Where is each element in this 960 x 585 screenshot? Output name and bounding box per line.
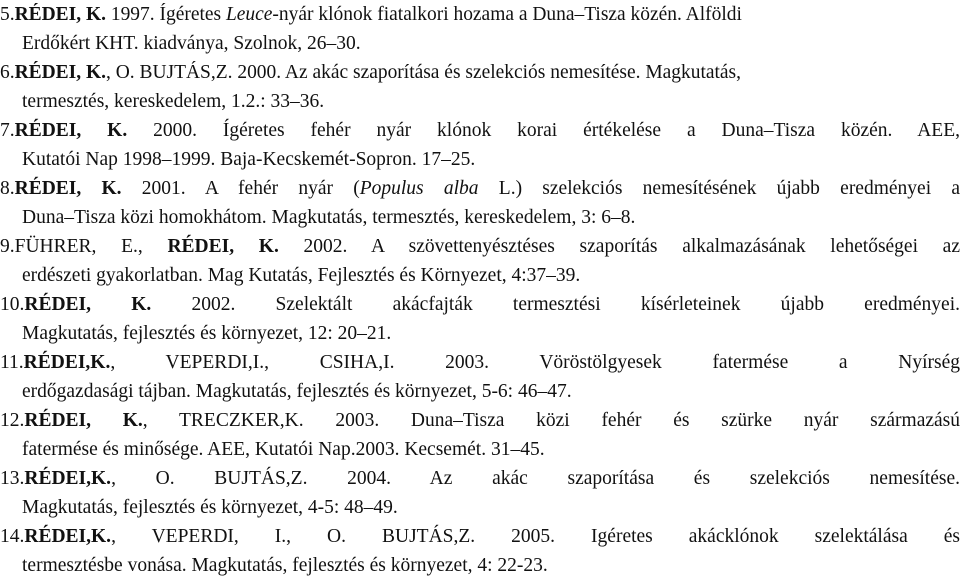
reference-number: 6.: [0, 62, 15, 83]
species-name-italic: Leuce: [225, 4, 273, 25]
reference-number: 11.: [0, 352, 24, 373]
reference-number: 5.: [0, 4, 15, 25]
author-name-bold: RÉDEI, K.: [14, 4, 106, 25]
reference-continuation-line: [22, 207, 960, 237]
author-name-bold: RÉDEI,K.: [24, 526, 112, 547]
reference-continuation-line: [22, 555, 960, 585]
reference-first-line: [0, 4, 958, 34]
reference-first-line: [0, 62, 958, 92]
reference-continuation-line: [22, 149, 960, 179]
reference-text: erdőgazdasági tájban. Magkutatás, fejlesztés és környezet, 5-6: 46–47.: [22, 381, 572, 402]
reference-text: 2001. A fehér nyár (: [121, 178, 360, 199]
reference-text: 2002. Szelektált akácfajták termesztési kísérleteinek újabb eredményei.: [151, 294, 960, 315]
reference-text: termesztésbe vonása. Magkutatás, fejlesztés és környezet, 4: 22-23.: [22, 555, 548, 576]
reference-text: termesztés, kereskedelem, 1.2.: 33–36.: [22, 91, 325, 112]
author-name-bold: RÉDEI, K.: [24, 294, 152, 315]
reference-text: Magkutatás, fejlesztés és környezet, 4-5: 48–49.: [22, 497, 398, 518]
reference-text: 2002. A szövettenyésztéses szaporítás alkalmazásának lehetőségei az: [278, 236, 960, 257]
reference-text: , O. BUJTÁS,Z. 2004. Az akác szaporítása és szelekciós nemesítése.: [111, 468, 960, 489]
author-name-bold: RÉDEI, K.: [14, 120, 128, 141]
reference-continuation-line: [22, 439, 960, 469]
reference-text: , VEPERDI, I., O. BUJTÁS,Z. 2005. Igéretes akácklónok szelektálása és: [111, 526, 960, 547]
reference-number: 7.: [0, 120, 15, 141]
reference-first-line: [0, 294, 960, 324]
reference-text: Magkutatás, fejlesztés és környezet, 12: 20–21.: [22, 323, 392, 344]
reference-continuation-line: [22, 381, 960, 411]
reference-first-line: [0, 410, 960, 440]
reference-text: , O. BUJTÁS,Z. 2000. Az akác szaporítása és szelekciós nemesítése. Magkutatás,: [105, 62, 741, 83]
reference-number: 14.: [0, 526, 25, 547]
reference-text: Kutatói Nap 1998–1999. Baja-Kecskemét-Sopron. 17–25.: [22, 149, 476, 170]
reference-first-line: [0, 236, 960, 266]
reference-continuation-line: [22, 265, 960, 295]
reference-continuation-line: [22, 497, 960, 527]
reference-number: 9.: [0, 236, 15, 257]
reference-continuation-line: [22, 323, 960, 353]
reference-number: 10.: [0, 294, 25, 315]
author-name-bold: RÉDEI,K.: [23, 352, 111, 373]
reference-text: -nyár klónok fiatalkori hozama a Duna–Tisza közén. Alföldi: [272, 4, 742, 25]
reference-text: Duna–Tisza közi homokhátom. Magkutatás, termesztés, kereskedelem, 3: 6–8.: [22, 207, 636, 228]
author-name-bold: RÉDEI, K.: [14, 178, 122, 199]
reference-first-line: [0, 526, 960, 556]
reference-text: fatermése és minősége. AEE, Kutatói Nap.2003. Kecsemét. 31–45.: [22, 439, 545, 460]
reference-continuation-line: [22, 91, 960, 121]
reference-text: erdészeti gyakorlatban. Mag Kutatás, Fejlesztés és Környezet, 4:37–39.: [22, 265, 581, 286]
reference-text: 2000. Ígéretes fehér nyár klónok korai értékelése a Duna–Tisza közén. AEE,: [127, 120, 960, 141]
reference-number: 8.: [0, 178, 15, 199]
reference-first-line: [0, 120, 960, 150]
reference-text: L.) szelekciós nemesítésének újabb eredményei a: [478, 178, 960, 199]
reference-first-line: [0, 468, 960, 498]
author-name-bold: RÉDEI, K.: [24, 410, 143, 431]
author-name-bold: RÉDEI, K.: [14, 62, 106, 83]
reference-text: , VEPERDI,I., CSIHA,I. 2003. Vöröstölgyesek fatermése a Nyírség: [110, 352, 960, 373]
reference-text: FÜHRER, E.,: [14, 236, 168, 257]
reference-continuation-line: [22, 33, 960, 63]
reference-text: Erdőkért KHT. kiadványa, Szolnok, 26–30.: [22, 33, 361, 54]
reference-first-line: [0, 352, 960, 382]
reference-number: 12.: [0, 410, 25, 431]
species-name-italic: Populus alba: [359, 178, 479, 199]
reference-text: , TRECZKER,K. 2003. Duna–Tisza közi fehér és szürke nyár származású: [142, 410, 960, 431]
author-name-bold: RÉDEI, K.: [167, 236, 279, 257]
reference-first-line: [0, 178, 960, 208]
reference-text: 1997. Ígéretes: [105, 4, 226, 25]
author-name-bold: RÉDEI,K.: [24, 468, 112, 489]
reference-number: 13.: [0, 468, 25, 489]
